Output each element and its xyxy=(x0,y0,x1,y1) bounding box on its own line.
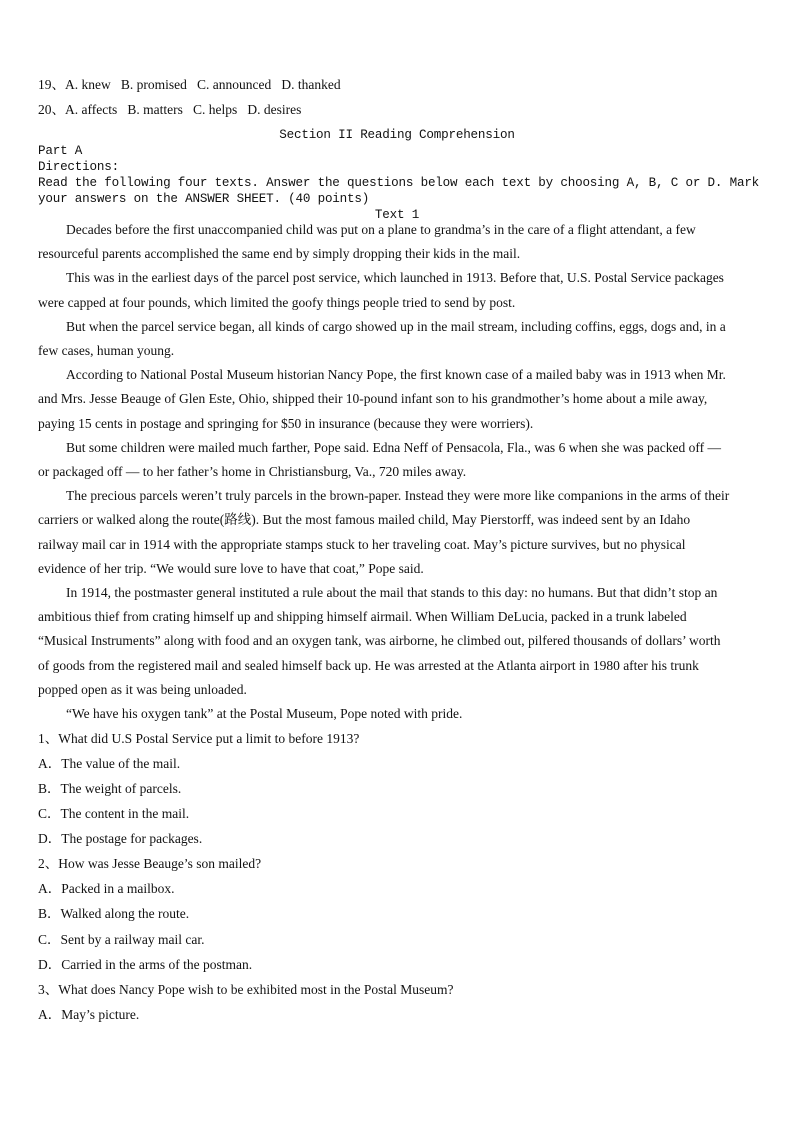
passage-line: were capped at four pounds, which limited the goofy things people tried to send by post. xyxy=(38,294,516,310)
passage-line: This was in the earliest days of the parcel post service, which launched in 1913. Before that, U.S. Postal Service packages xyxy=(66,270,724,286)
passage-line: of goods from the registered mail and sealed himself back up. He was arrested at the Atlanta airport in 1980 after his trunk xyxy=(38,657,699,673)
part-label: Part A xyxy=(38,144,83,158)
cloze-option-19: 19、A. knew B. promised C. announced D. thanked xyxy=(38,77,341,92)
passage-line: resourceful parents accomplished the same end by simply dropping their kids in the mail. xyxy=(38,246,521,262)
passage-line: “We have his oxygen tank” at the Postal Museum, Pope noted with pride. xyxy=(66,706,463,721)
passage-line: “Musical Instruments” along with food and an oxygen tank, was airborne, he climbed out, pilfered thousands of dollars’ worth xyxy=(38,633,721,649)
passage-line: But when the parcel service began, all kinds of cargo showed up in the mail stream, including coffins, eggs, dogs and, in a xyxy=(66,318,726,334)
answer-option: A．Packed in a mailbox. xyxy=(38,881,175,897)
passage-line: few cases, human young. xyxy=(38,343,175,358)
passage-line: According to National Postal Museum historian Nancy Pope, the first known case of a mailed baby was in 1913 when Mr. xyxy=(66,367,726,383)
answer-option: A．May’s picture. xyxy=(38,1006,140,1022)
question-stem: 3、What does Nancy Pope wish to be exhibited most in the Postal Museum? xyxy=(38,981,454,997)
passage-line: and Mrs. Jesse Beauge of Glen Este, Ohio, shipped their 10-pound infant son to his grandmother’s home about a mile away, xyxy=(38,391,708,407)
answer-option: B．The weight of parcels. xyxy=(38,780,182,796)
answer-option: D．Carried in the arms of the postman. xyxy=(38,956,253,972)
directions-label: Directions: xyxy=(38,160,119,174)
passage-line: Decades before the first unaccompanied child was put on a plane to grandma’s in the care of a flight attendant, a few xyxy=(66,222,696,237)
directions-text: your answers on the ANSWER SHEET. (40 points) xyxy=(38,192,370,206)
section-title: Section II Reading Comprehension xyxy=(279,128,515,142)
passage-line: or packaged off — to her father’s home in Christiansburg, Va., 720 miles away. xyxy=(38,464,467,479)
answer-option: C．The content in the mail. xyxy=(38,806,190,821)
cloze-option-20: 20、A. affects B. matters C. helps D. desires xyxy=(38,102,302,117)
answer-option: A．The value of the mail. xyxy=(38,755,181,771)
answer-option: D．The postage for packages. xyxy=(38,831,203,847)
directions-text: Read the following four texts. Answer the questions below each text by choosing A, B, C or D. Mark xyxy=(38,176,760,190)
answer-option: C．Sent by a railway mail car. xyxy=(38,931,205,947)
passage-line: ambitious thief from crating himself up and shipping himself airmail. When William DeLucia, packed in a trunk labeled xyxy=(38,609,687,625)
passage-line: In 1914, the postmaster general instituted a rule about the mail that stands to this day: no humans. But that didn’t stop an xyxy=(66,585,718,600)
question-stem: 2、How was Jesse Beauge’s son mailed? xyxy=(38,856,262,872)
passage-line: The precious parcels weren’t truly parcels in the brown-paper. Instead they were more like companions in the arms of their xyxy=(66,488,730,504)
passage-line: carriers or walked along the route(路线). But the most famous mailed child, May Pierstorff, was indeed sent by an Idaho xyxy=(38,512,691,528)
answer-option: B．Walked along the route. xyxy=(38,906,190,922)
passage-line: railway mail car in 1914 with the appropriate stamps stuck to her traveling coat. May’s picture survives, but no physical xyxy=(38,536,686,552)
passage-line: popped open as it was being unloaded. xyxy=(38,681,247,697)
question-stem: 1、What did U.S Postal Service put a limit to before 1913? xyxy=(38,730,360,746)
passage-line: paying 15 cents in postage and springing for $50 in insurance (because they were worriers). xyxy=(38,415,534,431)
passage-line: But some children were mailed much farther, Pope said. Edna Neff of Pensacola, Fla., was 6 when she was packed off — xyxy=(66,439,722,455)
text-title: Text 1 xyxy=(374,208,420,222)
passage-line: evidence of her trip. “We would sure love to have that coat,” Pope said. xyxy=(38,560,424,576)
